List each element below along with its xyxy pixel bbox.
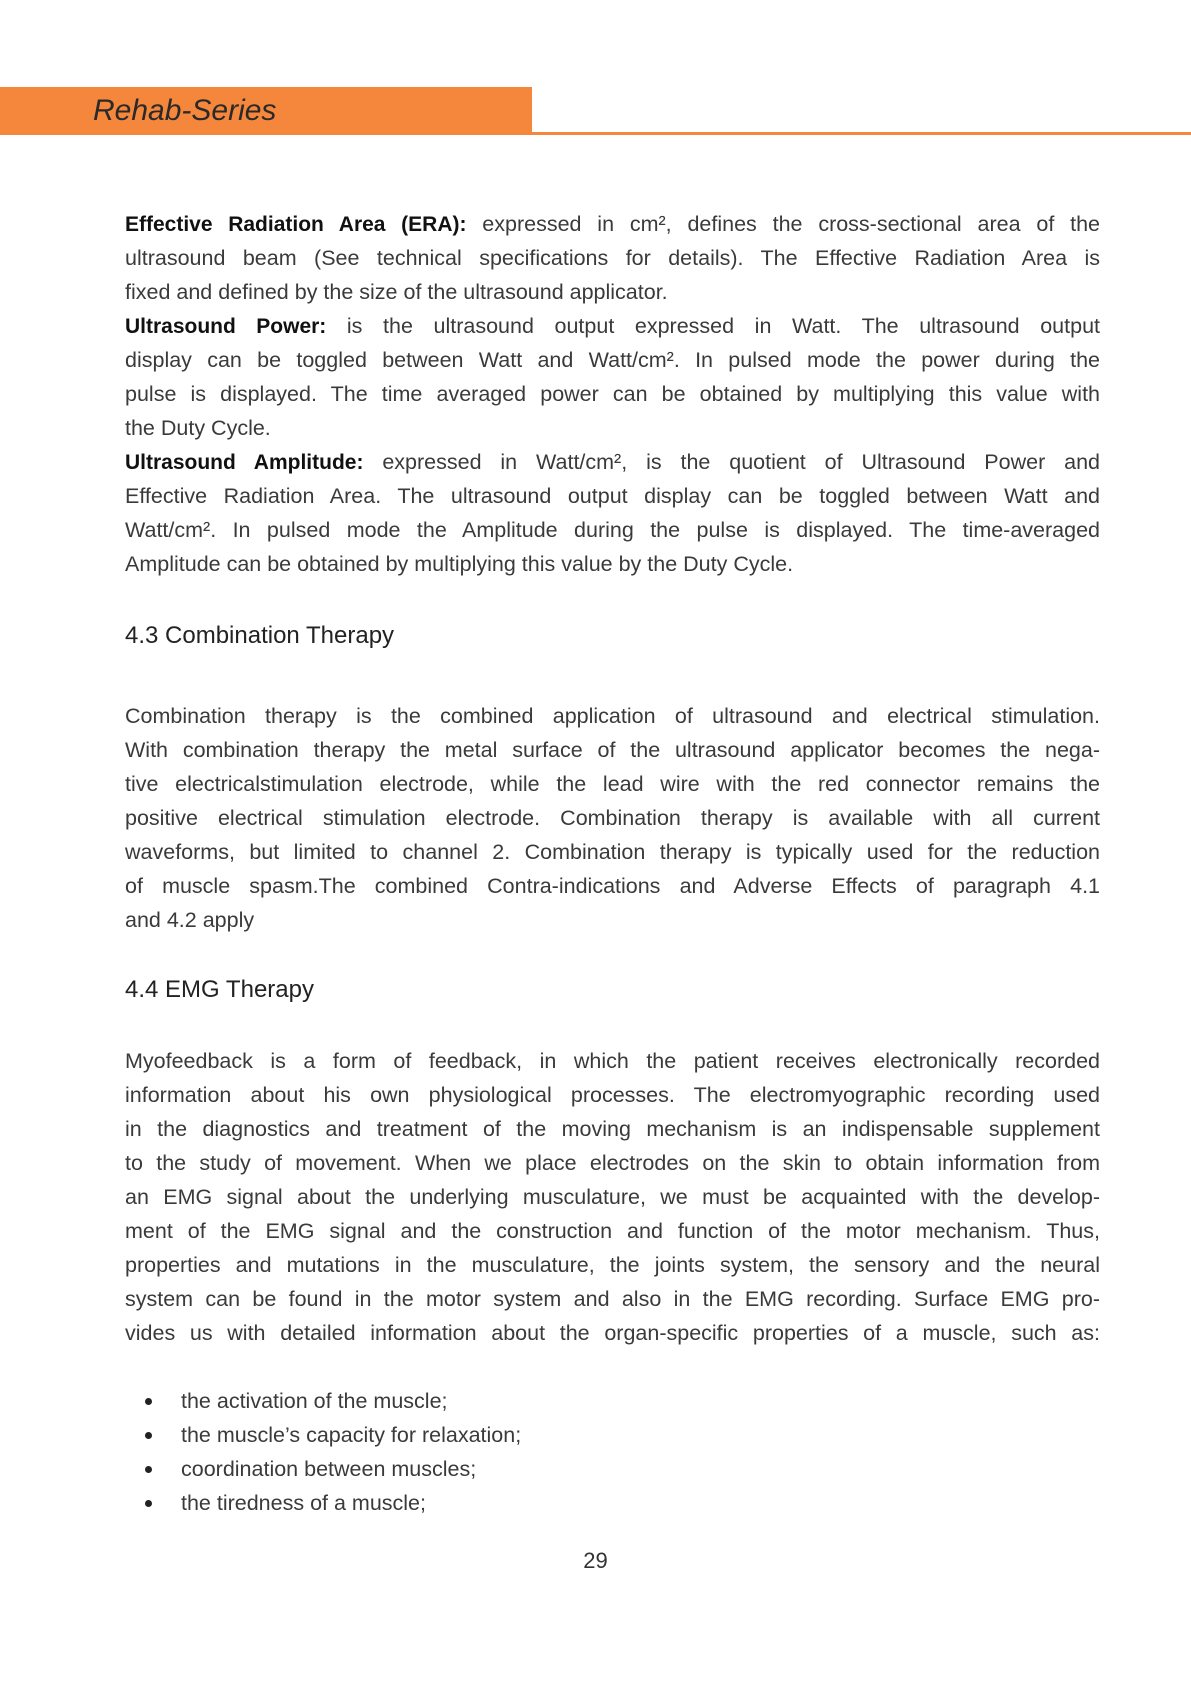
text-line xyxy=(125,1112,1100,1146)
line-text: ultrasound beam (See technical specifications for details). The Effective Radiation Area is xyxy=(125,246,1100,270)
line-text: waveforms, but limited to channel 2. Combination therapy is typically used for the reduction xyxy=(125,840,1100,864)
text-line xyxy=(125,767,1100,801)
combination-therapy-paragraph xyxy=(125,699,1100,937)
line-text: is the ultrasound output expressed in Watt. The ultrasound output xyxy=(326,314,1101,338)
line-text: in the diagnostics and treatment of the moving mechanism is an indispensable supplement xyxy=(125,1117,1100,1141)
line-text: Combination therapy is the combined application of ultrasound and electrical stimulation. xyxy=(125,704,1100,728)
text-line xyxy=(125,513,1100,547)
line-text: expressed in Watt/cm², is the quotient of Ultrasound Power and xyxy=(363,450,1100,474)
list-item-text: the tiredness of a muscle; xyxy=(181,1491,426,1515)
text-line xyxy=(125,801,1100,835)
text-line xyxy=(125,207,1100,241)
text-line xyxy=(125,479,1100,513)
text-line xyxy=(125,1248,1100,1282)
header-rule xyxy=(532,132,1191,135)
text-line xyxy=(125,309,1100,343)
line-text: tive electricalstimulation electrode, while the lead wire with the red connector remains the xyxy=(125,772,1100,796)
bullet-icon xyxy=(145,1398,152,1405)
line-text: properties and mutations in the musculature, the joints system, the sensory and the neural xyxy=(125,1253,1100,1277)
text-line xyxy=(125,275,1100,309)
term-label: Ultrasound Power: xyxy=(125,315,327,338)
line-text: Watt/cm². In pulsed mode the Amplitude during the pulse is displayed. The time-averaged xyxy=(125,518,1100,542)
line-text: and 4.2 apply xyxy=(125,908,255,932)
text-line xyxy=(125,1146,1100,1180)
text-line xyxy=(125,343,1100,377)
text-line xyxy=(125,411,1100,445)
line-text: an EMG signal about the underlying musculature, we must be acquainted with the develop- xyxy=(125,1185,1100,1209)
line-text: positive electrical stimulation electrode. Combination therapy is available with all current xyxy=(125,806,1100,830)
line-text: system can be found in the motor system and also in the EMG recording. Surface EMG pro- xyxy=(125,1287,1100,1311)
text-line xyxy=(125,733,1100,767)
text-line xyxy=(125,835,1100,869)
line-text: fixed and defined by the size of the ultrasound applicator. xyxy=(125,280,668,304)
line-text: expressed in cm², defines the cross-sectional area of the xyxy=(466,212,1100,236)
definitions-paragraphs xyxy=(125,207,1100,581)
line-text: ment of the EMG signal and the construction and function of the motor mechanism. Thus, xyxy=(125,1219,1100,1243)
heading-combination-therapy: 4.3 Combination Therapy xyxy=(125,622,395,649)
text-line xyxy=(125,547,1100,581)
text-line xyxy=(125,1282,1100,1316)
line-text: Effective Radiation Area. The ultrasound output display can be toggled between Watt and xyxy=(125,484,1100,508)
list-item-text: the muscle’s capacity for relaxation; xyxy=(181,1423,522,1447)
header-title: Rehab-Series xyxy=(93,94,277,127)
term-label: Ultrasound Amplitude: xyxy=(125,451,364,474)
term-label: Effective Radiation Area (ERA): xyxy=(125,213,467,236)
text-line xyxy=(125,1078,1100,1112)
text-line xyxy=(125,1044,1100,1078)
line-text: information about his own physiological processes. The electromyographic recording used xyxy=(125,1083,1100,1107)
emg-therapy-paragraph xyxy=(125,1044,1100,1350)
text-line xyxy=(125,903,1100,937)
list-item-text: coordination between muscles; xyxy=(181,1457,477,1481)
text-line xyxy=(125,869,1100,903)
text-line xyxy=(125,1316,1100,1350)
line-text: of muscle spasm.The combined Contra-indications and Adverse Effects of paragraph 4.1 xyxy=(125,874,1100,898)
text-line xyxy=(125,1180,1100,1214)
line-text: vides us with detailed information about the organ-specific properties of a muscle, such as: xyxy=(125,1321,1100,1345)
text-line xyxy=(125,699,1100,733)
line-text: the Duty Cycle. xyxy=(125,416,271,440)
bullet-icon xyxy=(145,1432,152,1439)
line-text: display can be toggled between Watt and Watt/cm². In pulsed mode the power during the xyxy=(125,348,1100,372)
line-text: to the study of movement. When we place electrodes on the skin to obtain information from xyxy=(125,1151,1100,1175)
bullet-icon xyxy=(145,1500,152,1507)
page-number: 29 xyxy=(583,1548,608,1573)
text-line xyxy=(125,241,1100,275)
line-text: With combination therapy the metal surface of the ultrasound applicator becomes the nega- xyxy=(125,738,1100,762)
line-text: Amplitude can be obtained by multiplying this value by the Duty Cycle. xyxy=(125,552,794,576)
bullet-icon xyxy=(145,1466,152,1473)
text-line xyxy=(125,1214,1100,1248)
text-line xyxy=(125,445,1100,479)
text-line xyxy=(125,377,1100,411)
line-text: Myofeedback is a form of feedback, in which the patient receives electronically recorded xyxy=(125,1049,1100,1073)
list-item-text: the activation of the muscle; xyxy=(181,1389,448,1413)
heading-emg-therapy: 4.4 EMG Therapy xyxy=(125,976,314,1003)
line-text: pulse is displayed. The time averaged power can be obtained by multiplying this value with xyxy=(125,382,1100,406)
